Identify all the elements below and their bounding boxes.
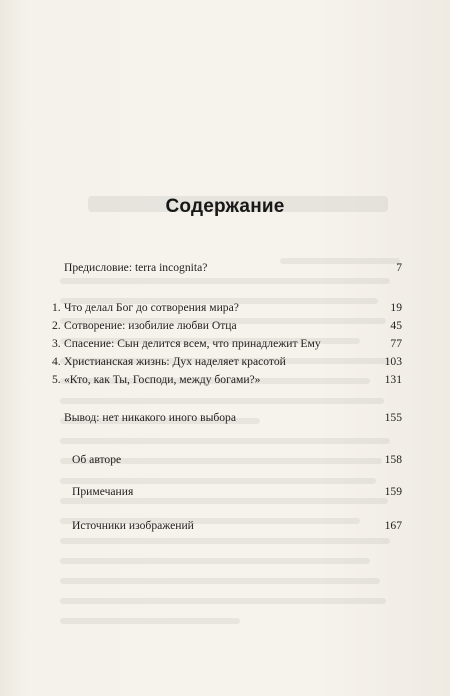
toc-entry-page: 167 [384, 519, 402, 532]
toc-entry-label: Вывод: нет никакого иного выбора [64, 411, 236, 424]
toc-entry-number: 4. [52, 355, 61, 368]
toc-entry-about-author [52, 452, 402, 468]
toc-entry-page: 7 [396, 261, 402, 274]
toc-entry-label: «Кто, как Ты, Господи, между богами?» [64, 373, 261, 386]
toc-entry-label: Об авторе [72, 453, 122, 466]
toc-entry-chapter-4 [52, 354, 402, 370]
toc-entry-page: 103 [384, 355, 402, 368]
toc-entry-chapter-5 [52, 372, 402, 388]
toc-entry-notes [52, 484, 402, 500]
toc-entry-chapter-3 [52, 336, 402, 352]
toc-entry-image-sources [52, 518, 402, 534]
toc-entry-conclusion [52, 410, 402, 426]
toc-entry-label: Сотворение: изобилие любви Отца [64, 319, 237, 332]
toc-entry-page: 155 [384, 411, 402, 424]
toc-entry-label: Что делал Бог до сотворения мира? [64, 301, 239, 314]
toc-entry-label: Предисловие: terra incognita? [64, 261, 208, 274]
toc-entry-number: 5. [52, 373, 61, 386]
toc-entry-preface [52, 260, 402, 276]
toc-entry-label: Источники изображений [72, 519, 194, 532]
toc-entry-label: Спасение: Сын делится всем, что принадлежит Ему [64, 337, 321, 350]
toc-entry-number: 3. [52, 337, 61, 350]
toc-entry-page: 45 [390, 319, 402, 332]
toc-entry-number: 1. [52, 301, 61, 314]
toc-entry-page: 77 [390, 337, 402, 350]
toc-entry-page: 131 [384, 373, 402, 386]
page-title: Содержание [165, 196, 285, 217]
toc-entry-page: 19 [390, 301, 402, 314]
toc-entry-chapter-1 [52, 300, 402, 316]
toc-entry-number: 2. [52, 319, 61, 332]
toc-entry-label: Христианская жизнь: Дух наделяет красотой [64, 355, 286, 368]
toc-entry-page: 159 [384, 485, 402, 498]
toc-entry-label: Примечания [72, 485, 134, 498]
toc-entry-chapter-2 [52, 318, 402, 334]
toc-entry-page: 158 [384, 453, 402, 466]
